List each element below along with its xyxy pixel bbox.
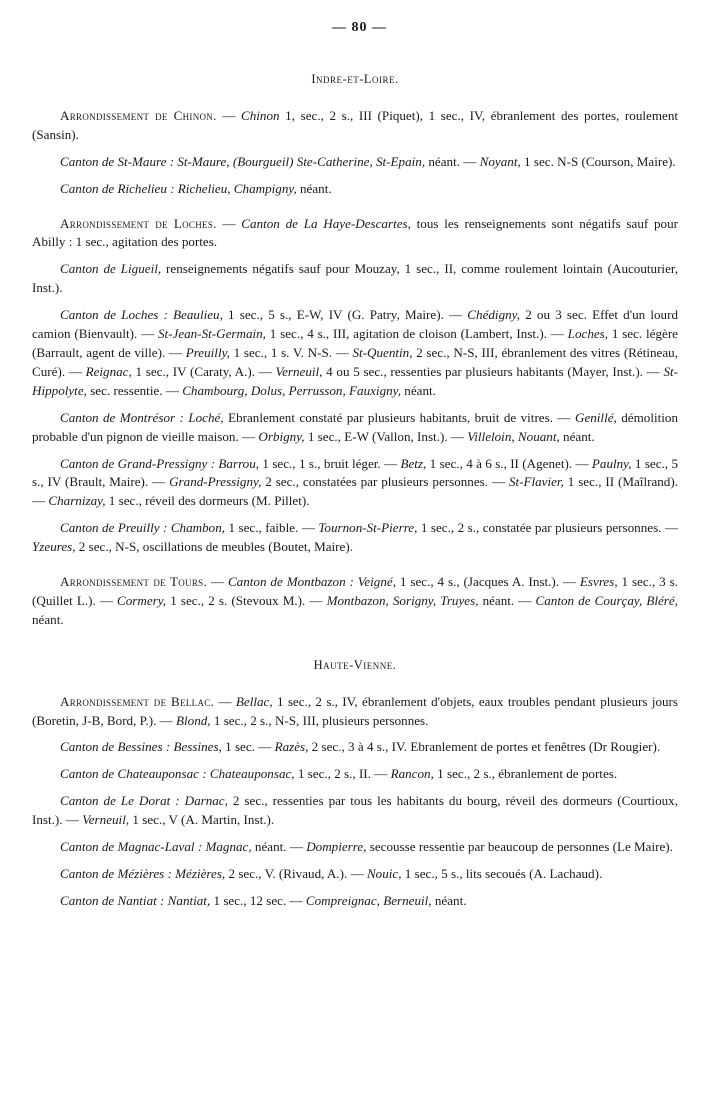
report-text: 1 sec., 4 s., III, agitation de cloison (Lambert, Inst.). —	[265, 326, 568, 342]
report-text: 1 sec., IV (Caraty, A.). —	[131, 363, 276, 379]
place-name: Canton de Montrésor : Loché,	[60, 409, 224, 425]
report-text: 1 sec., 1 s. V. N-S. —	[229, 344, 353, 360]
place-name: Canton de Le Dorat : Darnac,	[60, 793, 228, 809]
report-text: néant.	[559, 428, 595, 444]
arrondissement-title: Arrondissement de Loches.	[60, 215, 217, 231]
place-name: Loches,	[567, 326, 609, 342]
page-number: — 80 —	[332, 20, 387, 35]
place-name: Canton de Courçay, Bléré,	[535, 592, 678, 608]
place-name: Chinon	[241, 107, 280, 123]
arrondissement-title: Arrondissement de Bellac.	[60, 693, 215, 709]
place-name: Orbigny,	[258, 428, 305, 444]
place-name: Canton de Bessines : Bessines,	[60, 739, 222, 755]
canton-paragraph	[32, 765, 678, 784]
canton-paragraph	[32, 519, 678, 557]
place-name: Canton de Montbazon : Veigné,	[227, 574, 396, 590]
report-text: 1 sec., 2 s., II. —	[294, 766, 391, 782]
canton-paragraph	[32, 180, 678, 199]
report-text: 1 sec., 5 s., E-W, IV (G. Patry, Maire). —	[222, 307, 468, 323]
place-name: St-Jean-St-Germain,	[157, 326, 266, 342]
place-name: Canton de Chateauponsac : Chateauponsac,	[60, 766, 295, 782]
report-text: 1 sec., réveil des dormeurs (M. Pillet).	[105, 493, 310, 509]
canton-paragraph	[32, 153, 678, 172]
arrondissement-paragraph	[32, 693, 678, 731]
section-heading: Indre-et-Loire.	[311, 72, 399, 86]
place-name: Chambourg, Dolus, Perrusson, Fauxigny,	[182, 382, 402, 398]
report-text: sec. ressentie. —	[86, 382, 183, 398]
report-text: —	[216, 107, 241, 123]
place-name: Grand-Pressigny,	[169, 474, 262, 490]
report-text: —	[216, 215, 242, 231]
place-name: Tournon-St-Pierre,	[318, 520, 418, 536]
place-name: Rancon,	[390, 766, 434, 782]
canton-paragraph	[32, 455, 678, 512]
place-name: Preuilly,	[185, 344, 230, 360]
section-heading: Haute-Vienne.	[313, 657, 397, 672]
report-text: 1 sec., 5 s., lits secoués (A. Lachaud).	[401, 866, 603, 881]
place-name: Montbazon, Sorigny, Truyes,	[326, 592, 479, 608]
report-text: néant. —	[251, 839, 307, 855]
place-name: Canton de Loches : Beaulieu,	[60, 307, 223, 323]
report-text: 1 sec., 2 s., constatée par plusieurs personnes. —	[417, 520, 679, 536]
report-text: 1 sec., 4 à 6 s., II (Agenet). —	[426, 455, 592, 471]
report-text: tous les renseignements sont négatifs sauf pour Abilly : 1 sec., agitation des portes.	[32, 215, 678, 250]
place-name: Yzeures,	[32, 539, 76, 555]
report-text: 1 sec. —	[221, 739, 275, 755]
report-text: renseignements négatifs sauf pour Mouzay, 1 sec., II, comme roulement lointain (Aucouturier, Inst.).	[32, 261, 678, 296]
place-name: Reignac,	[85, 363, 132, 379]
canton-paragraph	[32, 306, 678, 401]
report-text: 1 sec., 2 s., IV, ébranlement d'objets, eaux troubles pendant plusieurs jours (Boretin, J-B, Bord, P.). —	[32, 693, 679, 728]
canton-paragraph	[32, 409, 678, 447]
report-text: 1 sec., 2 s., ébranlement de portes.	[433, 766, 618, 782]
arrondissement-paragraph	[32, 215, 678, 253]
place-name: Razès,	[274, 739, 309, 755]
report-text: 1 sec., 4 s., (Jacques A. Inst.). —	[395, 574, 580, 590]
place-name: Villeloin, Nouant,	[467, 428, 560, 444]
place-name: Betz,	[400, 455, 427, 471]
place-name: Genillé,	[574, 409, 617, 425]
place-name: Canton de La Haye-Descartes,	[241, 215, 411, 231]
arrondissement-paragraph	[32, 107, 678, 145]
report-text: —	[214, 693, 236, 709]
report-text: Ebranlement constaté par plusieurs habitants, bruit de vitres. —	[223, 409, 575, 425]
place-name: Canton de Nantiat : Nantiat,	[60, 892, 211, 908]
place-name: Esvres,	[579, 574, 618, 590]
report-text: 2 sec., N-S, oscillations de meubles (Boutet, Maire).	[75, 539, 353, 555]
report-text: 2 sec., 3 à 4 s., IV. Ebranlement de portes et fenêtres (Dr Rougier).	[308, 739, 661, 755]
report-text: 1 sec., 12 sec. —	[210, 892, 306, 908]
place-name: Bellac,	[235, 693, 273, 709]
report-text: 1 sec., V (A. Martin, Inst.).	[129, 812, 275, 828]
report-text: 1 sec., E-W (Vallon, Inst.). —	[304, 428, 468, 444]
report-text: néant.	[401, 382, 436, 398]
place-name: Verneuil,	[82, 812, 130, 828]
place-name: Canton de Grand-Pressigny : Barrou,	[60, 455, 260, 471]
place-name: Noyant,	[479, 153, 521, 169]
canton-paragraph	[32, 838, 678, 857]
report-text: néant.	[431, 892, 467, 908]
report-text: néant.	[296, 180, 332, 196]
report-text: démolition probable d'un pignon de vieille maison. —	[32, 409, 678, 444]
report-text: 1 sec., faible. —	[225, 520, 319, 536]
place-name: Chédigny,	[467, 307, 521, 323]
place-name: Paulny,	[591, 455, 632, 471]
arrondissement-title: Arrondissement de Chinon.	[60, 107, 217, 123]
place-name: St-Flavier,	[508, 474, 564, 490]
report-text: 1 sec., 2 s., N-S, III, plusieurs personnes.	[210, 712, 429, 728]
report-text: 2 sec., constatées par plusieurs personnes. —	[261, 474, 509, 490]
place-name: Verneuil,	[275, 363, 323, 379]
report-text: 1 sec., 5 s., IV (Brault, Maire). —	[32, 455, 678, 490]
report-text: —	[207, 574, 228, 590]
place-name: St-Quentin,	[352, 344, 413, 360]
place-name: Canton de Richelieu : Richelieu, Champigny,	[60, 180, 297, 196]
report-text: 1 sec., 2 s. (Stevoux M.). —	[166, 592, 327, 608]
place-name: Canton de Magnac-Laval : Magnac,	[60, 839, 252, 855]
place-name: Charnizay,	[48, 493, 106, 509]
place-name: Canton de Mézières : Mézières,	[60, 866, 226, 881]
arrondissement-title: Arrondissement de Tours.	[60, 574, 208, 590]
place-name: Nouic,	[366, 866, 402, 881]
report-text: 2 ou 3 sec. Effet d'un lourd camion (Bienvault). —	[32, 307, 678, 342]
report-text: 1 sec., II (Maîlrand). —	[32, 474, 678, 509]
place-name: Cormery,	[117, 592, 167, 608]
report-text: 4 ou 5 sec., ressenties par plusieurs habitants (Mayer, Inst.). —	[322, 363, 664, 379]
place-name: Dompierre,	[306, 839, 367, 855]
report-text: 1 sec., 1 s., bruit léger. —	[259, 455, 401, 471]
place-name: Canton de Preuilly : Chambon,	[60, 520, 226, 536]
place-name: Canton de Ligueil,	[60, 261, 162, 277]
report-text: 1, sec., 2 s., III (Piquet), 1 sec., IV, ébranlement des portes, roulement (Sansin).	[32, 107, 679, 142]
canton-paragraph	[32, 738, 678, 757]
report-text: néant. —	[478, 592, 536, 608]
report-text: 2 sec., ressenties par tous les habitants du bourg, réveil des dormeurs (Courtioux, Inst.). —	[32, 793, 678, 828]
report-text: 1 sec. N-S (Courson, Maire).	[520, 153, 676, 169]
report-text: néant.	[32, 611, 64, 627]
report-text: 2 sec., V. (Rivaud, A.). —	[225, 866, 367, 881]
arrondissement-paragraph	[32, 573, 678, 630]
canton-paragraph	[32, 260, 678, 298]
document-body	[32, 62, 678, 919]
place-name: Compreignac, Berneuil,	[305, 892, 432, 908]
place-name: St-Hippolyte,	[32, 363, 678, 398]
canton-paragraph	[32, 792, 678, 830]
report-text: néant. —	[425, 153, 480, 169]
report-text: 1 sec. légère (Barrault, agent de ville). —	[32, 326, 678, 360]
report-text: 2 sec., N-S, III, ébranlement des vitres (Rétineau, Curé). —	[32, 344, 678, 379]
place-name: Blond,	[176, 712, 211, 728]
place-name: Canton de St-Maure : St-Maure, (Bourgueil) Ste-Catherine, St-Epain,	[60, 153, 426, 169]
canton-paragraph	[32, 865, 678, 884]
canton-paragraph	[32, 892, 678, 911]
report-text: secousse ressentie par beaucoup de personnes (Le Maire).	[366, 839, 673, 855]
report-text: 1 sec., 3 s. (Quillet L.). —	[32, 574, 679, 608]
